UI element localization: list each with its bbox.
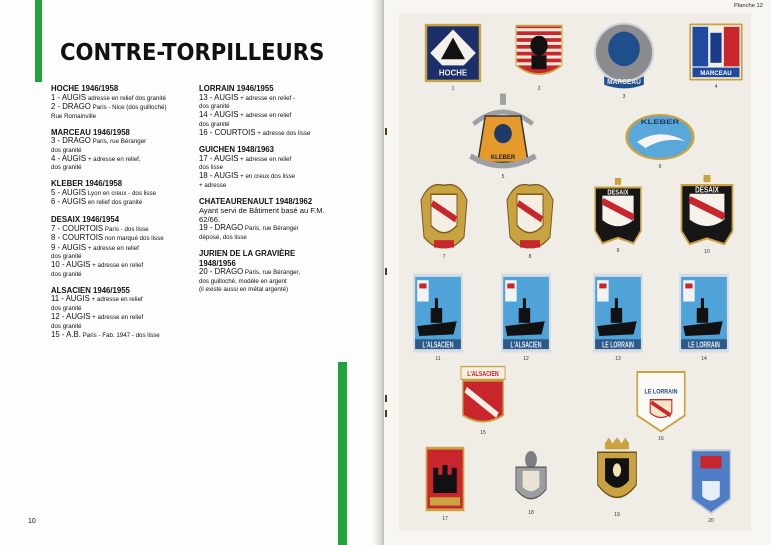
ship-section (51, 84, 171, 121)
margin-mark (385, 410, 387, 417)
entry-maker: 14 - AUGIS (199, 110, 239, 120)
badge-number: 10 (704, 249, 710, 255)
entry-note: Rue Romainville (51, 112, 97, 120)
badge-image (624, 112, 696, 162)
ship-heading: HOCHE 1946/1958 (51, 84, 119, 93)
badge-image (423, 22, 483, 84)
entry-note: dos granité (199, 120, 230, 128)
plate-label: Planche 12 (733, 3, 763, 9)
insignia-badge-8 (505, 178, 555, 252)
entry-detail: Paris, rue Béranger (243, 225, 299, 233)
ship-section (51, 215, 171, 279)
svg-text:L'ALSACIEN: L'ALSACIEN (467, 370, 499, 379)
left-page (0, 0, 382, 545)
badge-image (678, 175, 736, 247)
entry-note: dos granité (51, 146, 82, 154)
entry-maker: 9 - AUGIS (51, 242, 87, 252)
ship-note: Ayant servi de Bâtiment basé au F.M. (199, 206, 325, 216)
insignia-badge-18 (510, 446, 552, 508)
badge-image (459, 364, 507, 428)
badge-image (634, 368, 688, 434)
badge-number: 16 (658, 436, 664, 442)
entry-maker: 18 - AUGIS (199, 171, 239, 181)
badge-image (412, 272, 464, 354)
svg-text:MARCEAU: MARCEAU (700, 69, 732, 77)
text-column-1 (51, 84, 171, 347)
badge-image (424, 444, 466, 514)
ship-section (51, 179, 171, 208)
entry-note: dos granité (51, 253, 82, 261)
entry-detail: Paris - Fab. 1947 - dos lisse (80, 331, 160, 339)
badge-image (505, 178, 555, 252)
badge-number: 5 (501, 174, 505, 180)
entry-detail: en relief dos granité (86, 199, 143, 207)
text-column-2 (199, 84, 334, 301)
badge-number: 15 (480, 430, 486, 436)
badge-number: 11 (435, 356, 441, 362)
svg-text:HOCHE: HOCHE (438, 68, 468, 78)
badge-image (678, 272, 730, 354)
entry-line (199, 111, 334, 121)
entry-line (51, 155, 171, 165)
entry-line (51, 331, 171, 341)
entry-maker: 17 - AUGIS (199, 153, 239, 163)
insignia-badge-13 (592, 272, 644, 354)
ship-section (199, 197, 334, 242)
ship-section (199, 84, 334, 138)
svg-text:KLEBER: KLEBER (640, 118, 680, 126)
insignia-badge-2 (512, 22, 566, 84)
entry-detail: non marqué dos lisse (103, 235, 164, 243)
ship-heading: GUICHEN 1948/1963 (199, 145, 274, 155)
entry-detail: + adresse en relief (238, 155, 292, 163)
ship-heading: JURIEN DE LA GRAVIÈRE 1948/1956 (199, 249, 296, 268)
svg-text:LE LORRAIN: LE LORRAIN (688, 341, 720, 350)
ship-heading: DESAIX 1946/1954 (51, 215, 120, 225)
entry-note: dos granité (51, 270, 82, 278)
entry-maker: 6 - AUGIS (51, 197, 87, 207)
entry-line (199, 94, 334, 104)
badge-number: 18 (528, 510, 534, 516)
badge-number: 7 (442, 254, 446, 260)
entry-maker: 7 - COURTOIS (51, 223, 104, 233)
insignia-badge-3 (591, 20, 657, 92)
entry-line (51, 137, 171, 147)
insignia-badge-7 (419, 178, 469, 252)
svg-text:DESAIX: DESAIX (607, 188, 629, 197)
insignia-badge-12 (500, 272, 552, 354)
insignia-badge-19 (594, 436, 640, 510)
insignia-badge-15 (459, 364, 507, 428)
insignia-badge-20 (689, 446, 733, 516)
entry-line (51, 261, 171, 271)
entry-line (199, 172, 334, 182)
page-title: CONTRE-TORPILLEURS (60, 40, 325, 66)
entry-detail: adresse en relief dos granité (86, 94, 166, 102)
insignia-badge-17 (424, 444, 466, 514)
entry-detail: Paris - dos lisse (103, 225, 149, 233)
green-accent-bar (35, 0, 42, 82)
badge-number: 19 (614, 512, 620, 518)
entry-line (51, 295, 171, 305)
entry-maker: 13 - AUGIS (199, 92, 239, 102)
badge-number: 12 (523, 356, 529, 362)
badge-image (594, 436, 640, 510)
entry-maker: 5 - AUGIS (51, 187, 87, 197)
svg-text:L'ALSACIEN: L'ALSACIEN (422, 341, 454, 350)
entry-line (51, 313, 171, 323)
entry-detail: + adresse en relief (90, 262, 144, 270)
entry-maker: 16 - COURTOIS (199, 127, 256, 137)
ship-heading: MARCEAU 1946/1958 (51, 127, 130, 137)
badge-image (500, 272, 552, 354)
svg-text:LE LORRAIN: LE LORRAIN (602, 341, 634, 350)
ship-section (51, 128, 171, 173)
badge-number: 6 (658, 164, 662, 170)
entry-line (199, 155, 334, 165)
ship-section (199, 249, 334, 294)
insignia-badge-6 (624, 112, 696, 162)
entry-detail: + adresse dos lisse (255, 129, 311, 137)
entry-line (199, 224, 334, 234)
badge-number: 8 (528, 254, 532, 260)
entry-maker: 1 - AUGIS (51, 92, 87, 102)
badge-number: 17 (442, 516, 448, 522)
green-accent-bar-lower (338, 362, 347, 545)
svg-text:KLEBER: KLEBER (490, 154, 516, 162)
insignia-badge-14 (678, 272, 730, 354)
entry-note: dos granité (199, 103, 230, 111)
entry-maker: 3 - DRAGO (51, 136, 91, 146)
badge-image (510, 446, 552, 508)
ship-heading: CHATEAURENAULT 1948/1962 (199, 196, 313, 206)
entry-line (51, 198, 171, 208)
entry-maker: 4 - AUGIS (51, 153, 87, 163)
insignia-badge-5 (466, 92, 540, 172)
ship-note: 62/66. (199, 215, 221, 225)
entry-maker: 20 - DRAGO (199, 267, 244, 277)
badge-number: 13 (615, 356, 621, 362)
entry-line (199, 268, 334, 278)
badge-number: 4 (714, 84, 718, 90)
badge-image (592, 178, 644, 246)
insignia-badge-4 (688, 22, 744, 82)
entry-detail: Lyon en creux - dos lisse (86, 189, 157, 197)
entry-maker: 12 - AUGIS (51, 312, 91, 322)
ship-heading: ALSACIEN 1946/1955 (51, 285, 130, 295)
ship-section (51, 286, 171, 340)
margin-mark (385, 268, 387, 275)
svg-text:MARCEAU: MARCEAU (607, 78, 641, 87)
badge-image (419, 178, 469, 252)
entry-detail: + adresse en relief (238, 112, 292, 120)
badge-number: 20 (708, 518, 714, 524)
entry-note: déposé, dos lisse (199, 234, 247, 242)
insignia-badge-1 (423, 22, 483, 84)
svg-text:L'ALSACIEN: L'ALSACIEN (510, 341, 542, 350)
entry-detail: + adresse en relief (90, 314, 144, 322)
entry-maker: 11 - AUGIS (51, 294, 90, 304)
entry-note: dos guilloché, modèle en argent (199, 277, 287, 285)
entry-maker: 10 - AUGIS (51, 260, 91, 270)
entry-maker: 8 - COURTOIS (51, 233, 104, 243)
badge-image (512, 22, 566, 84)
insignia-badge-10 (678, 175, 736, 247)
badge-number: 1 (451, 86, 455, 92)
entry-note: (il existe aussi en métal argenté) (199, 285, 289, 293)
entry-detail: Paris - Nice (dos guilloché) (90, 104, 167, 112)
entry-detail: + adresse en relief (89, 296, 143, 304)
entry-note: dos granité (51, 164, 82, 172)
badge-number: 2 (537, 86, 541, 92)
entry-detail: Paris, rue Béranger (90, 138, 147, 146)
entry-note: dos lisse (199, 164, 224, 172)
entry-note: dos granité (51, 305, 82, 313)
entry-line (51, 103, 171, 113)
badge-image (592, 272, 644, 354)
entry-maker: 19 - DRAGO (199, 223, 244, 233)
page-number: 10 (28, 518, 36, 525)
svg-text:LE LORRAIN: LE LORRAIN (644, 389, 678, 396)
ship-heading: LORRAIN 1946/1955 (199, 84, 274, 93)
badge-image (466, 92, 540, 172)
badge-number: 9 (616, 248, 620, 254)
margin-mark (385, 395, 387, 402)
ship-heading: KLEBER 1946/1958 (51, 179, 123, 189)
entry-note: + adresse (199, 181, 227, 189)
entry-maker: 15 - A.B. (51, 329, 81, 339)
badge-image (689, 446, 733, 516)
badge-image (688, 22, 744, 82)
svg-text:DESAIX: DESAIX (695, 184, 719, 195)
badge-number: 3 (622, 94, 626, 100)
entry-detail: + adresse en relief, (86, 155, 141, 163)
entry-detail: + adresse en relief - (238, 94, 296, 102)
insignia-badge-11 (412, 272, 464, 354)
entry-detail: Paris, rue Béranger, (243, 269, 300, 277)
entry-maker: 2 - DRAGO (51, 102, 91, 112)
insignia-badge-9 (592, 178, 644, 246)
entry-detail: + en creux dos lisse (238, 173, 296, 181)
badge-number: 14 (701, 356, 707, 362)
entry-line (199, 129, 334, 139)
entry-note: dos granité (51, 322, 82, 330)
entry-detail: + adresse en relief (86, 244, 139, 252)
entry-line (51, 244, 171, 254)
ship-section (199, 145, 334, 190)
badge-image (591, 20, 657, 92)
margin-mark (385, 128, 387, 135)
insignia-badge-16 (634, 368, 688, 434)
